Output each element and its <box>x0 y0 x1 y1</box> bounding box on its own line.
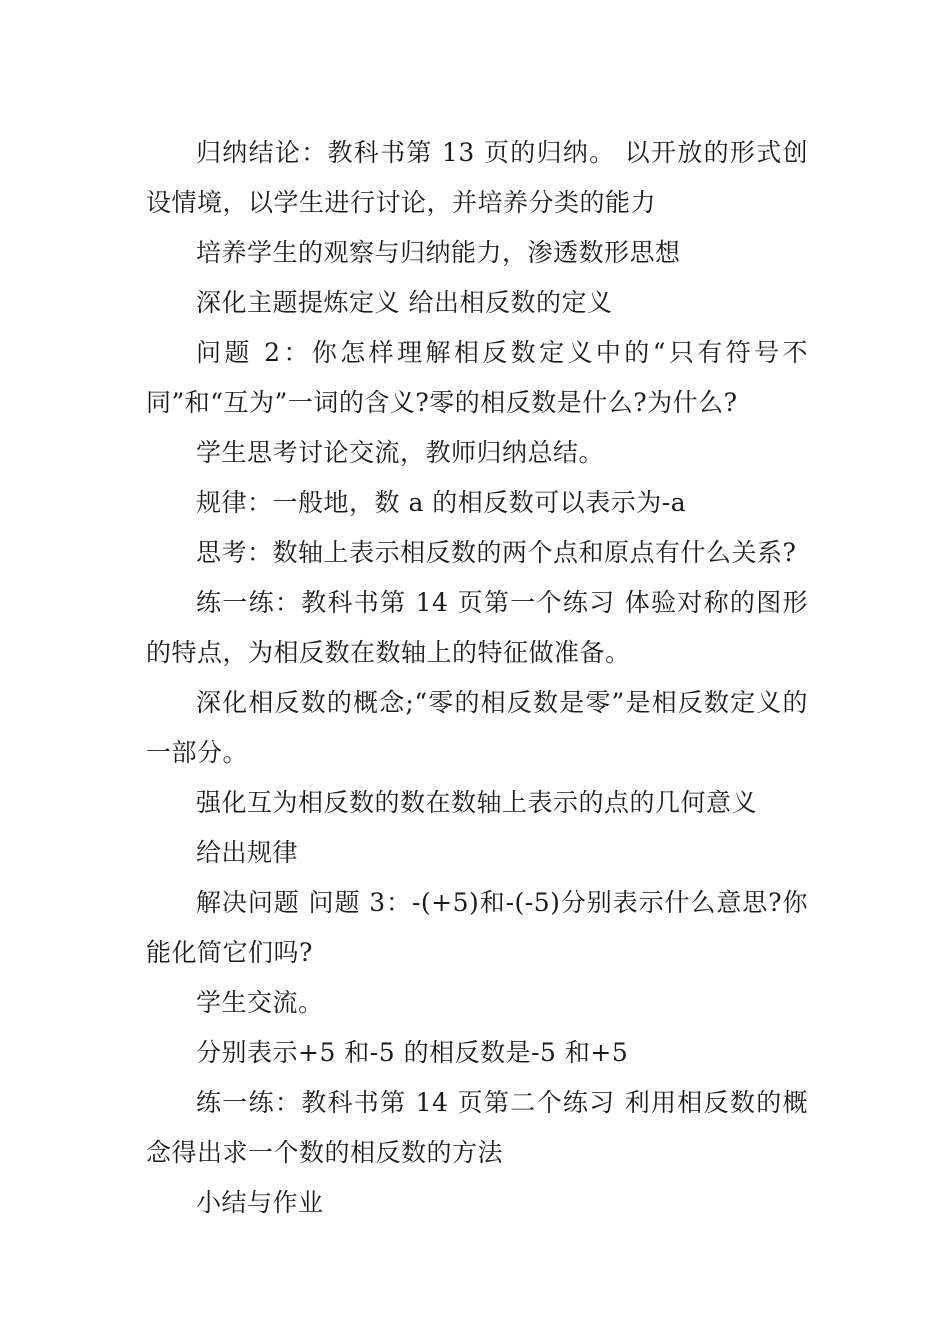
paragraph-thinking: 思考：数轴上表示相反数的两个点和原点有什么关系? <box>196 538 797 567</box>
paragraph-opposite-values: 分别表示+5 和-5 的相反数是-5 和+5 <box>196 1038 629 1067</box>
paragraph-practice-1: 练一练：教科书第 14 页第一个练习 体验对称的图形的特点，为相反数在数轴上的特征做准备。 <box>146 588 808 667</box>
paragraph-summary-homework: 小结与作业 <box>196 1188 324 1217</box>
document-body <box>146 128 808 1228</box>
paragraph-observation-ability: 培养学生的观察与归纳能力，渗透数形思想 <box>196 238 681 267</box>
paragraph-question-2: 问题 2：你怎样理解相反数定义中的“只有符号不同”和“互为”一词的含义?零的相反数是什么?为什么? <box>146 338 808 417</box>
paragraph-student-exchange: 学生交流。 <box>196 988 324 1017</box>
paragraph-rule: 规律：一般地，数 a 的相反数可以表示为-a <box>196 488 687 517</box>
paragraph-give-rule: 给出规律 <box>196 838 299 867</box>
paragraph-deepen-concept: 深化相反数的概念;“零的相反数是零”是相反数定义的一部分。 <box>146 688 808 767</box>
paragraph-question-3: 解决问题 问题 3：-(+5)和-(-5)分别表示什么意思?你能化简它们吗? <box>146 888 808 967</box>
paragraph-student-discussion: 学生思考讨论交流，教师归纳总结。 <box>196 438 605 467</box>
paragraph-practice-2: 练一练：教科书第 14 页第二个练习 利用相反数的概念得出求一个数的相反数的方法 <box>146 1088 808 1167</box>
paragraph-induction-conclusion: 归纳结论：教科书第 13 页的归纳。 以开放的形式创设情境，以学生进行讨论，并培养分类的能力 <box>146 138 808 217</box>
paragraph-geometric-meaning: 强化互为相反数的数在数轴上表示的点的几何意义 <box>196 788 758 817</box>
paragraph-deepen-definition: 深化主题提炼定义 给出相反数的定义 <box>196 288 613 317</box>
